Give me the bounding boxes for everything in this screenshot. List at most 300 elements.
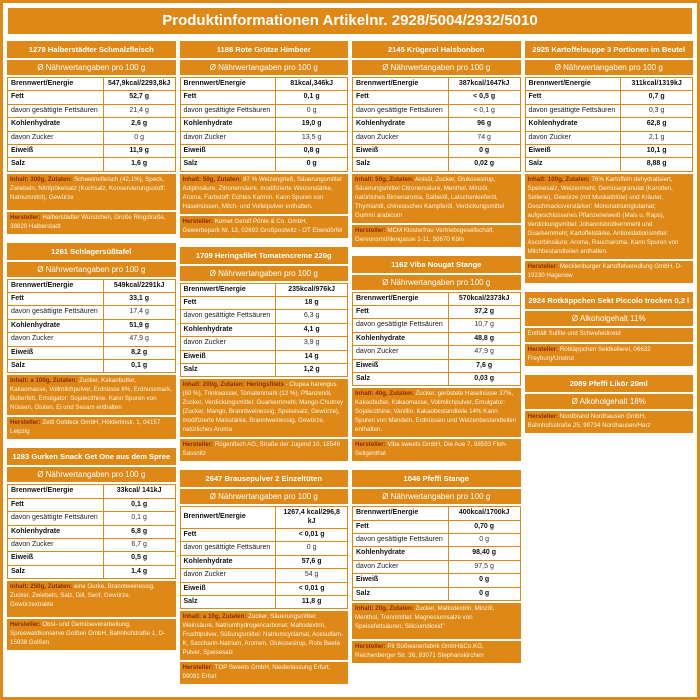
- inhalt-label: Inhalt: 50g, Zutaten:: [355, 175, 414, 183]
- nutrient-label: Salz: [353, 158, 449, 171]
- nutrient-label: Fett: [525, 91, 621, 104]
- grid-column-1: [7, 41, 176, 650]
- ingredients-block: [352, 174, 521, 223]
- table-row: [180, 555, 348, 568]
- table-row: [353, 346, 521, 359]
- nutrient-label: davon Zucker: [353, 560, 449, 573]
- nutrient-label: davon gesättigte Fettsäuren: [353, 104, 449, 117]
- nutrient-label: Brennwert/Energie: [180, 283, 276, 296]
- table-row: [180, 131, 348, 144]
- nutrition-header: Ø Nährwertangaben pro 100 g: [525, 60, 694, 75]
- inhalt-label: Inhalt: 250g, Zutaten:: [10, 583, 73, 591]
- nutrient-label: davon gesättigte Fettsäuren: [8, 512, 104, 525]
- hersteller-label: Hersteller:: [355, 441, 386, 449]
- nutrition-header: Ø Nährwertangaben pro 100 g: [7, 60, 176, 75]
- hersteller-block: [352, 225, 521, 247]
- hersteller-label: Hersteller:: [527, 262, 559, 270]
- nutrient-value: 235kcal/976kJ: [276, 283, 348, 296]
- nutrient-value: 11,8 g: [276, 595, 348, 608]
- nutrient-value: 0 g: [448, 534, 520, 547]
- nutrient-label: Eiweiß: [353, 359, 449, 372]
- table-row: [353, 560, 521, 573]
- table-row: [525, 104, 693, 117]
- table-row: [180, 118, 348, 131]
- table-row: [353, 292, 521, 305]
- nutrition-header: Ø Nährwertangaben pro 100 g: [352, 275, 521, 290]
- nutrient-label: Fett: [353, 520, 449, 533]
- nutrient-value: 0 g: [448, 574, 520, 587]
- product-card-2925: [525, 41, 694, 283]
- table-row: [180, 595, 348, 608]
- nutrient-label: davon gesättigte Fettsäuren: [8, 104, 104, 117]
- nutrient-value: 0,1 g: [103, 498, 175, 511]
- ingredients-block: [352, 603, 521, 639]
- nutrient-value: 3,9 g: [276, 337, 348, 350]
- table-row: [180, 582, 348, 595]
- nutrient-label: Brennwert/Energie: [353, 78, 449, 91]
- nutrient-label: Salz: [525, 158, 621, 171]
- ingredients-block: [180, 174, 349, 214]
- nutrient-label: Kohlenhydrate: [8, 319, 104, 332]
- nutrient-label: Kohlenhydrate: [180, 323, 276, 336]
- nutrient-label: Salz: [8, 360, 104, 373]
- nutrient-label: Brennwert/Energie: [353, 507, 449, 520]
- table-row: [353, 78, 521, 91]
- nutrient-value: 570kcal/2373kJ: [448, 292, 520, 305]
- nutrient-value: 0,03 g: [448, 372, 520, 385]
- hersteller-block: [525, 261, 694, 283]
- nutrient-label: Salz: [353, 372, 449, 385]
- product-card-1709: [180, 247, 349, 462]
- nutrient-label: Kohlenhydrate: [353, 332, 449, 345]
- nutrient-value: 0 g: [448, 144, 520, 157]
- hersteller-block: [7, 212, 176, 234]
- table-row: [180, 91, 348, 104]
- nutrient-value: 17,4 g: [103, 306, 175, 319]
- nutrition-header: Ø Nährwertangaben pro 100 g: [180, 489, 349, 504]
- table-row: [8, 346, 176, 359]
- nutrition-table: [7, 279, 176, 374]
- nutrition-header: Ø Nährwertangaben pro 100 g: [180, 266, 349, 281]
- nutrient-value: 81kcal,346kJ: [276, 78, 348, 91]
- table-row: [8, 538, 176, 551]
- nutrient-value: 47,9 g: [103, 333, 175, 346]
- nutrient-value: 52,7 g: [103, 91, 175, 104]
- nutrient-label: Kohlenhydrate: [353, 118, 449, 131]
- nutrient-label: Kohlenhydrate: [180, 118, 276, 131]
- table-row: [8, 360, 176, 373]
- ingredients-block: [7, 375, 176, 415]
- nutrient-value: 0,02 g: [448, 158, 520, 171]
- table-row: [353, 144, 521, 157]
- table-row: [8, 118, 176, 131]
- hersteller-label: Hersteller:: [355, 226, 386, 234]
- table-row: [353, 158, 521, 171]
- nutrient-value: 6,7 g: [103, 538, 175, 551]
- nutrient-label: davon Zucker: [353, 346, 449, 359]
- nutrient-value: < 0,5 g: [448, 91, 520, 104]
- hersteller-label: Hersteller:: [10, 621, 41, 629]
- table-row: [353, 520, 521, 533]
- nutrient-value: 6,8 g: [103, 525, 175, 538]
- nutrition-table: [352, 292, 521, 387]
- nutrient-label: davon gesättigte Fettsäuren: [353, 319, 449, 332]
- nutrient-value: 10,7 g: [448, 319, 520, 332]
- nutrient-value: 96 g: [448, 118, 520, 131]
- nutrient-label: Brennwert/Energie: [8, 485, 104, 498]
- nutrient-label: davon Zucker: [180, 337, 276, 350]
- nutrient-label: Brennwert/Energie: [353, 292, 449, 305]
- nutrient-value: 54 g: [276, 569, 348, 582]
- inhalt-text: 76% Kartoffeln dehydratisiert, Speisesalz, Weizenmehl, Gemüsegranulat (Karotten, Sellerie), Gewürze (mit Muskatblüte) und Kräuter, Geschmacksverstärker: Mononatriumglutamat; aufgeschlossenes Pflanzeneiweiß (Mais u. Raps), Verdickungsmittel: Johannisbrotkernmehl und Guarkernmehl; Kartoffelstärke, Antioxidationsmittel: Ascorbinsäure; Aroma, Raucharoma. Kann Spuren von Milchbestandteilen enthalten.: [527, 175, 679, 255]
- table-row: [353, 91, 521, 104]
- inhalt-label: Inhalt: a 10g, Zutaten:: [182, 613, 247, 621]
- nutrient-value: 0,3 g: [621, 104, 693, 117]
- nutrient-label: Brennwert/Energie: [8, 78, 104, 91]
- nutrient-value: 7,6 g: [448, 359, 520, 372]
- nutrient-label: davon Zucker: [8, 333, 104, 346]
- grid-column-3: [352, 41, 521, 663]
- product-grid: [7, 41, 693, 684]
- nutrient-value: < 0,1 g: [448, 104, 520, 117]
- table-row: [353, 319, 521, 332]
- nutrient-label: Eiweiß: [8, 144, 104, 157]
- nutrient-label: Eiweiß: [8, 346, 104, 359]
- nutrient-value: 47,9 g: [448, 346, 520, 359]
- table-row: [8, 565, 176, 578]
- nutrient-value: 57,6 g: [276, 555, 348, 568]
- nutrient-value: 19,0 g: [276, 118, 348, 131]
- table-row: [180, 529, 348, 542]
- nutrient-label: Kohlenhydrate: [180, 555, 276, 568]
- nutrient-label: Brennwert/Energie: [180, 507, 276, 529]
- hersteller-block: [352, 641, 521, 663]
- nutrient-label: Eiweiß: [180, 350, 276, 363]
- table-row: [180, 104, 348, 117]
- product-title: 1046 Pfeffi Stange: [352, 470, 521, 487]
- inhalt-label: Inhalt: 200g, Zutaten: Heringsfilets: [182, 381, 284, 389]
- hersteller-text: Mecklenburger Kartoffelveredlung GmbH, D-19230 Hagenow: [527, 262, 683, 279]
- nutrient-value: 33kcal/ 141kJ: [103, 485, 175, 498]
- nutrient-value: 1,4 g: [103, 565, 175, 578]
- nutrient-label: davon gesättigte Fettsäuren: [525, 104, 621, 117]
- product-title: 1278 Halberstädter Schmalzfleisch: [7, 41, 176, 58]
- table-row: [180, 350, 348, 363]
- table-row: [180, 507, 348, 529]
- alcohol-header: Ø Alkoholgehalt 11%: [525, 311, 694, 326]
- nutrient-label: davon Zucker: [8, 538, 104, 551]
- ingredients-block: [352, 388, 521, 437]
- allergen-note: Enthält Sulfite und Schwefeldioxid: [525, 328, 694, 342]
- product-title: 1709 Heringsfilet Tomatencreme 220g: [180, 247, 349, 264]
- nutrient-value: 33,1 g: [103, 293, 175, 306]
- nutrient-value: 2,1 g: [621, 131, 693, 144]
- nutrient-label: davon gesättigte Fettsäuren: [353, 534, 449, 547]
- nutrient-value: 0,1 g: [103, 360, 175, 373]
- table-row: [8, 158, 176, 171]
- hersteller-text: Rügenfisch AG, Straße der Jugend 10, 18546 Sassnitz: [182, 441, 341, 458]
- nutrient-label: Eiweiß: [353, 574, 449, 587]
- ingredients-block: [180, 379, 349, 437]
- inhalt-text: Zucker, Säuerungsmittel: Weinsäure, Natriumhydrogencarbonat; Maltodextrin, Fruchtpulver, Süßungsmittel: Natriumcyclamat, Acesulfam-K, Saccharin-Natrium, Aromen, Glukosesirup, Rote Beete Pulver, Speisesalz: [182, 613, 344, 657]
- table-row: [353, 359, 521, 372]
- nutrition-table: [352, 506, 521, 601]
- product-title: 2924 Rotkäppchen Sekt Piccolo trocken 0,2 l: [525, 292, 694, 309]
- nutrient-value: 11,9 g: [103, 144, 175, 157]
- table-row: [353, 372, 521, 385]
- nutrient-value: 549kcal/2291kJ: [103, 279, 175, 292]
- hersteller-block: [180, 216, 349, 238]
- hersteller-block: [525, 411, 694, 433]
- nutrient-label: Eiweiß: [180, 582, 276, 595]
- table-row: [353, 534, 521, 547]
- table-row: [180, 283, 348, 296]
- nutrition-table: [180, 77, 349, 172]
- product-title: 2647 Brausepulver 2 Einzeltüten: [180, 470, 349, 487]
- table-row: [353, 574, 521, 587]
- nutrient-label: davon Zucker: [180, 131, 276, 144]
- inhalt-text: Zucker, geröstete Haselnüsse 37%, Kakaobutter, Kakaomasse, Vollmilchpulver, Emulgator: Sojalecithine; Vanillin. Kakaobestandteile 14% Kann Spuren von Mandeln, Erdnüssen und Weizenbestandteilen enthalten.: [355, 390, 517, 434]
- product-card-2647: [180, 470, 349, 684]
- product-title: 1188 Rote Grütze Himbeer: [180, 41, 349, 58]
- nutrition-table: [7, 77, 176, 172]
- inhalt-text: - Clupea harengus (60 %), Trinkwasser, Tomatenmark (12 %), Pflanzenöl, Zucker, Verdickungsmittel: Guarkernmehl; Mango-Chutney (Zucker, Mango, Branntweinessig, Speisesalz, Gewürze), modifizierte Maisstärke, Branntweinessig, Gewürze, natürliches Aroma: [182, 381, 344, 434]
- hersteller-block: [7, 417, 176, 439]
- hersteller-block: [180, 662, 349, 684]
- inhalt-label: Inhalt: 100g, Zutaten:: [527, 175, 590, 183]
- table-row: [353, 306, 521, 319]
- table-row: [525, 91, 693, 104]
- grid-column-4: [525, 41, 694, 433]
- hersteller-label: Hersteller:: [182, 664, 214, 672]
- nutrient-value: 0 g: [276, 158, 348, 171]
- nutrient-value: 311kcal/1319kJ: [621, 78, 693, 91]
- nutrient-label: Salz: [180, 363, 276, 376]
- nutrient-value: 97,5 g: [448, 560, 520, 573]
- table-row: [353, 104, 521, 117]
- hersteller-label: Hersteller:: [182, 441, 214, 449]
- nutrition-table: [7, 484, 176, 579]
- nutrition-header: Ø Nährwertangaben pro 100 g: [7, 467, 176, 482]
- nutrient-value: 400kcal/1700kJ: [448, 507, 520, 520]
- nutrient-label: davon Zucker: [8, 131, 104, 144]
- nutrient-value: 6,3 g: [276, 310, 348, 323]
- inhalt-label: Inhalt: 50g, Zutaten:: [182, 175, 242, 183]
- nutrient-label: davon Zucker: [525, 131, 621, 144]
- nutrient-label: Salz: [353, 587, 449, 600]
- product-title: 2089 Pfeffi Likör 20ml: [525, 375, 694, 392]
- inhalt-text: Zucker, Maltodextrin, Minzöl, Menthol, Trennmittel: Magnesiumsalze von Speisefettsäuren; Siliciumdioxid": [355, 604, 495, 630]
- product-card-1188: [180, 41, 349, 238]
- nutrient-label: Eiweiß: [180, 144, 276, 157]
- product-title: 1162 Viba Nougat Stange: [352, 256, 521, 273]
- nutrient-value: 0 g: [276, 104, 348, 117]
- nutrient-label: Fett: [180, 529, 276, 542]
- table-row: [180, 297, 348, 310]
- nutrient-label: Fett: [8, 91, 104, 104]
- nutrient-value: 1,2 g: [276, 363, 348, 376]
- nutrient-label: davon gesättigte Fettsäuren: [180, 310, 276, 323]
- hersteller-text: Pit Süßwarenfabrik GmbH&Co.KG, Reichenberger Str. 36, 83071 Stephanskirchen: [355, 642, 484, 659]
- product-card-2089: [525, 375, 694, 433]
- product-card-2145: [352, 41, 521, 247]
- nutrient-value: 1267,4 kcal/296,8 kJ: [276, 507, 348, 529]
- table-row: [180, 158, 348, 171]
- inhalt-label: Inhalt: 300g, Zutaten:: [10, 175, 73, 183]
- product-title: 2925 Kartoffelsuppe 3 Portionen im Beutel: [525, 41, 694, 58]
- inhalt-label: Inhalt: a 100g, Zutaten:: [10, 377, 78, 385]
- nutrient-value: 4,1 g: [276, 323, 348, 336]
- table-row: [353, 118, 521, 131]
- table-row: [180, 569, 348, 582]
- table-row: [180, 337, 348, 350]
- nutrient-value: 0,8 g: [276, 144, 348, 157]
- table-row: [353, 587, 521, 600]
- table-row: [8, 485, 176, 498]
- hersteller-text: Rotkäppchen Sektkellerei, 06632 Freyburg/Unstrut: [527, 345, 651, 362]
- nutrient-value: 62,8 g: [621, 118, 693, 131]
- hersteller-text: Obst- und Gemüseverarbeitung, Spreewaldkonserve Golßen GmbH, Bahnhofstraße 1, D-15938 Golßen: [10, 621, 166, 647]
- table-row: [8, 279, 176, 292]
- table-row: [8, 78, 176, 91]
- page-title: Produktinformationen Artikelnr. 2928/5004/2932/5010: [8, 8, 692, 34]
- hersteller-text: Zetti Goldeck GmbH, Hölderlinstr. 1, 04157 Leipzig: [10, 419, 161, 436]
- product-title: 1283 Gurken Snack Get One aus dem Spree: [7, 448, 176, 465]
- hersteller-text: Halberstädter Würstchen, Große Ringstraße, 38820 Halberstadt: [10, 213, 166, 230]
- product-card-1283: [7, 448, 176, 650]
- nutrient-value: 0,70 g: [448, 520, 520, 533]
- nutrient-label: davon gesättigte Fettsäuren: [180, 104, 276, 117]
- inhalt-text: Schweinefleisch (42,1%), Speck, Zwiebeln, Nitritpökelsalz (Kochsalz, Konservierungsstoff: Natriumnitrit), Gewürze: [10, 175, 166, 201]
- nutrient-value: 0 g: [276, 542, 348, 555]
- nutrient-label: Brennwert/Energie: [180, 78, 276, 91]
- table-row: [8, 512, 176, 525]
- nutrient-label: Salz: [8, 158, 104, 171]
- nutrition-table: [525, 77, 694, 172]
- ingredients-block: [7, 581, 176, 617]
- table-row: [8, 333, 176, 346]
- product-card-1162: [352, 256, 521, 462]
- hersteller-block: [352, 439, 521, 461]
- ingredients-block: [525, 174, 694, 259]
- table-row: [525, 78, 693, 91]
- product-card-1046: [352, 470, 521, 663]
- nutrient-value: 8,2 g: [103, 346, 175, 359]
- table-row: [180, 144, 348, 157]
- nutrition-table: [180, 283, 349, 378]
- grid-column-2: [180, 41, 349, 684]
- ingredients-block: [180, 611, 349, 660]
- nutrition-header: Ø Nährwertangaben pro 100 g: [352, 60, 521, 75]
- nutrient-value: 74 g: [448, 131, 520, 144]
- nutrient-value: 0,1 g: [276, 91, 348, 104]
- table-row: [8, 104, 176, 117]
- nutrient-label: Fett: [353, 306, 449, 319]
- nutrient-value: 0 g: [103, 131, 175, 144]
- nutrient-value: 0 g: [448, 587, 520, 600]
- table-row: [8, 91, 176, 104]
- nutrient-label: davon Zucker: [180, 569, 276, 582]
- table-row: [353, 547, 521, 560]
- hersteller-label: Hersteller:: [10, 213, 41, 221]
- nutrient-label: davon Zucker: [353, 131, 449, 144]
- product-title: 1261 Schlagersüßtafel: [7, 243, 176, 260]
- hersteller-label: Hersteller:: [527, 412, 559, 420]
- nutrient-label: Eiweiß: [353, 144, 449, 157]
- nutrient-label: davon gesättigte Fettsäuren: [180, 542, 276, 555]
- table-row: [180, 363, 348, 376]
- nutrient-value: 13,5 g: [276, 131, 348, 144]
- table-row: [8, 306, 176, 319]
- hersteller-label: Hersteller:: [355, 642, 386, 650]
- nutrient-value: 14 g: [276, 350, 348, 363]
- ingredients-block: [7, 174, 176, 210]
- nutrient-label: Kohlenhydrate: [353, 547, 449, 560]
- nutrient-label: Eiweiß: [8, 552, 104, 565]
- hersteller-text: Viba sweets GmbH, Die Aue 7, 98593 Floh-Seligenthal: [355, 441, 507, 458]
- hersteller-label: Hersteller:: [182, 217, 214, 225]
- nutrition-header: Ø Nährwertangaben pro 100 g: [352, 489, 521, 504]
- nutrient-label: Brennwert/Energie: [8, 279, 104, 292]
- nutrient-value: 0,5 g: [103, 552, 175, 565]
- product-card-1278: [7, 41, 176, 234]
- nutrient-label: Fett: [353, 91, 449, 104]
- table-row: [8, 144, 176, 157]
- table-row: [525, 131, 693, 144]
- table-row: [525, 144, 693, 157]
- nutrition-header: Ø Nährwertangaben pro 100 g: [7, 262, 176, 277]
- table-row: [525, 158, 693, 171]
- hersteller-block: [7, 619, 176, 650]
- nutrient-value: 2,6 g: [103, 118, 175, 131]
- nutrient-value: 98,40 g: [448, 547, 520, 560]
- nutrient-value: 21,4 g: [103, 104, 175, 117]
- nutrient-value: 547,9kcal/2293,8kJ: [103, 78, 175, 91]
- nutrition-table: [352, 77, 521, 172]
- nutrient-label: Salz: [180, 158, 276, 171]
- nutrient-value: 37,2 g: [448, 306, 520, 319]
- table-row: [8, 319, 176, 332]
- nutrient-value: 0,1 g: [103, 512, 175, 525]
- nutrient-value: 1,6 g: [103, 158, 175, 171]
- table-row: [180, 78, 348, 91]
- nutrient-label: davon gesättigte Fettsäuren: [8, 306, 104, 319]
- table-row: [8, 525, 176, 538]
- table-row: [353, 507, 521, 520]
- hersteller-text: TOP Sweets GmbH, Niederlassung Erfurt, 99091 Erfurt: [182, 664, 331, 681]
- nutrient-label: Fett: [180, 91, 276, 104]
- nutrient-value: 51,9 g: [103, 319, 175, 332]
- nutrient-value: 48,8 g: [448, 332, 520, 345]
- hersteller-label: Hersteller:: [527, 345, 559, 353]
- nutrient-label: Fett: [180, 297, 276, 310]
- hersteller-block: [525, 344, 694, 366]
- hersteller-text: Komet Gerolf Pöhle & Co. GmbH, Gewerbepark Nr. 13, 02692 Großpostwitz - OT Ebendörfel: [182, 217, 343, 234]
- inhalt-text: Zucker, Kakaobutter, Kakaomasse, Vollmilchpulver, Erdnüsse 6%, Erdnussmark, Butterfett, Emulgator: Sojalecithine. Kann Spuren von Nüssen, Gluten, Ei und Sesam enthalten: [10, 377, 172, 412]
- table-row: [353, 131, 521, 144]
- nutrient-label: Kohlenhydrate: [8, 525, 104, 538]
- table-row: [8, 552, 176, 565]
- product-card-2924: [525, 292, 694, 366]
- nutrient-value: 10,1 g: [621, 144, 693, 157]
- table-row: [525, 118, 693, 131]
- nutrient-value: < 0,01 g: [276, 529, 348, 542]
- nutrient-value: 387kcal/1647kJ: [448, 78, 520, 91]
- nutrient-label: Salz: [180, 595, 276, 608]
- table-row: [180, 310, 348, 323]
- inhalt-text: 97 % Weizengrieß, Säuerungsmittel Adipinsäure, Zitronensäure, modifizierte Weizenstärke, Aroma, Farbstoff: Echtes Karmin. Kann Spuren von Haselnüssen, Milch- und Volleipulver enthalten.: [182, 175, 342, 210]
- nutrient-label: Kohlenhydrate: [8, 118, 104, 131]
